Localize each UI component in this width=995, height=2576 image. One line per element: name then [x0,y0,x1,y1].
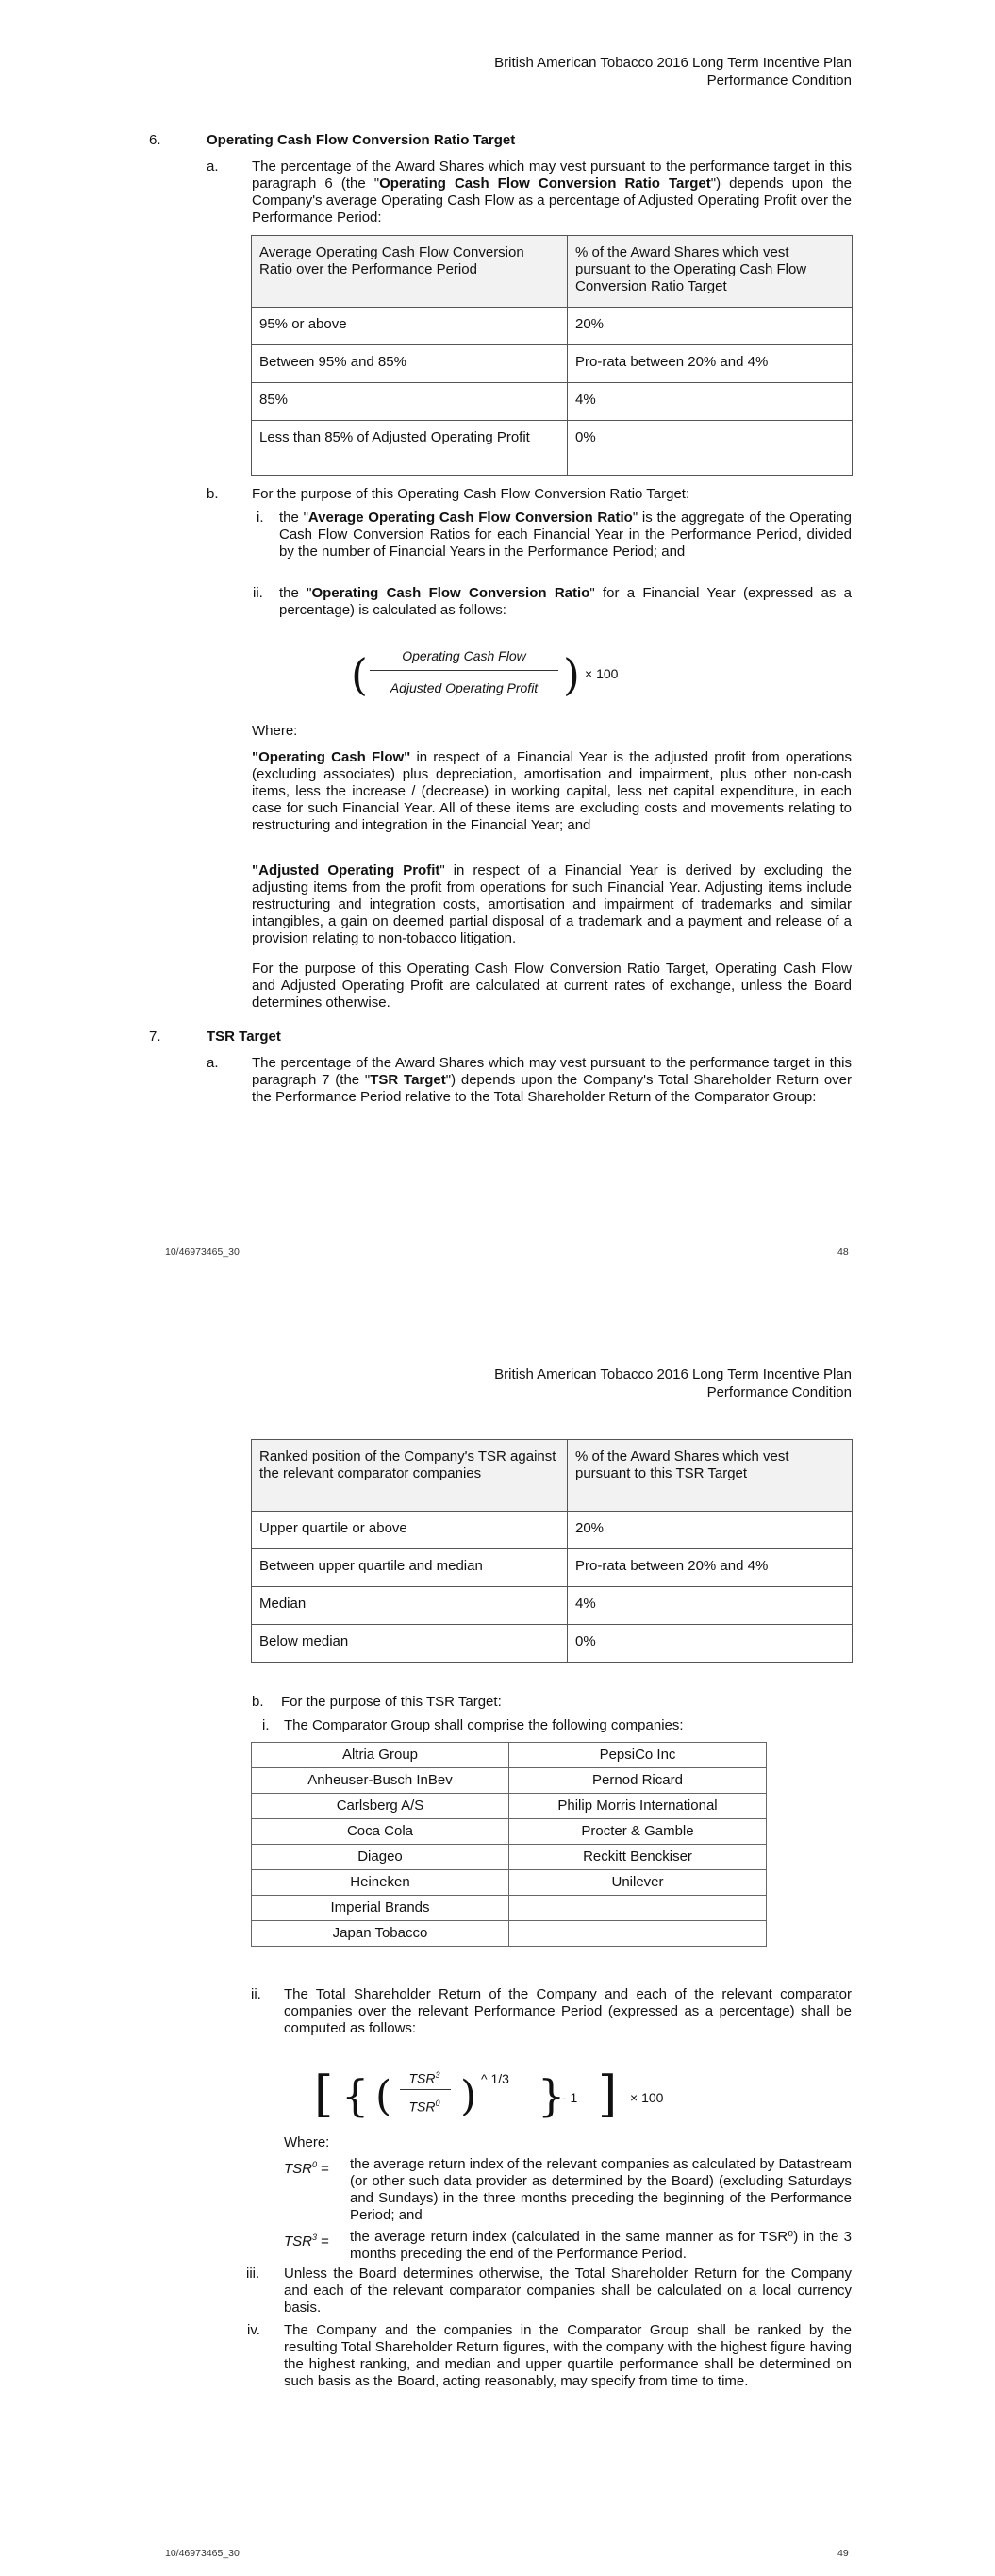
formula-multiplier: × 100 [630,2090,664,2105]
section-6b-i-label: i. [257,510,264,526]
section-6a-text: The percentage of the Award Shares which may vest pursuant to the performance target in this paragraph 6 (the "Operating Cash Flow Conversion Ratio Target") depends upon the Company's average Operating Cash Flow as a percentage of Adjusted Operating Profit over the Performance Period: [252,159,852,226]
section-6b-ii-text: the "Operating Cash Flow Conversion Ratio" for a Financial Year (expressed as a percentage) is calculated as follows: [279,585,852,618]
table-cell: 20% [568,308,853,345]
table-row [252,1870,767,1896]
table-cell: Pro-rata between 20% and 4% [568,1549,853,1587]
comparator-cell: Pernod Ricard [509,1768,767,1794]
section-7a-text: The percentage of the Award Shares which may vest pursuant to the performance target in this paragraph 7 (the "TSR Target") depends upon the Company's Total Shareholder Return over the Performance Period relative to the Total Shareholder Return of the Comparator Group: [252,1055,852,1105]
section-7b-i-text: The Comparator Group shall comprise the following companies: [284,1717,684,1733]
where-label: Where: [252,723,298,739]
table-row [252,1512,853,1549]
table-cell: 0% [568,1625,853,1663]
formula-denominator: Adjusted Operating Profit [390,680,539,695]
formula-right-paren: ) [563,649,580,700]
table-cell: Below median [252,1625,568,1663]
section-6b-i-text: the "Average Operating Cash Flow Conversion Ratio" is the aggregate of the Operating Cash Flow Conversion Ratios for each Financial Year in the Performance Period, divided by the number of Financial Years in the Performance Period; and [279,510,852,560]
section-7b-iii-text: Unless the Board determines otherwise, the Total Shareholder Return for the Company and each of the relevant comparator companies shall be calculated on a local currency basis. [284,2266,852,2316]
section-6b-label: b. [207,486,219,502]
table-header: % of the Award Shares which vest pursuant to the Operating Cash Flow Conversion Ratio Target [568,236,853,308]
table-cell: 4% [568,383,853,421]
formula-close-bracket: ] [598,2066,618,2123]
table-cell: Pro-rata between 20% and 4% [568,345,853,383]
formula-open-paren: ( [375,2072,392,2120]
table-row [252,1819,767,1845]
comparator-cell: Altria Group [252,1743,509,1768]
comparator-table [251,1742,767,1947]
table-row [252,1845,767,1870]
comparator-cell [509,1896,767,1921]
section-7b-label: b. [252,1694,264,1710]
formula-fraction-bar [400,2089,451,2090]
table-cell: 0% [568,421,853,476]
formula-left-paren: ( [351,649,368,700]
table-cell: 85% [252,383,568,421]
table-cell: 95% or above [252,308,568,345]
table-row [252,1587,853,1625]
formula-multiplier: × 100 [585,666,619,681]
page-header-2 [494,1365,852,1401]
formula-numerator: Operating Cash Flow [402,648,526,663]
comparator-cell: Procter & Gamble [509,1819,767,1845]
table-cell: Less than 85% of Adjusted Operating Profit [252,421,568,476]
section-7-number: 7. [149,1029,161,1045]
table-row [252,1743,767,1768]
table-row [252,421,853,476]
footer-ref-1: 10/46973465_30 [165,1246,240,1258]
formula-tsr0: TSR$^0$ [408,2099,440,2115]
comparator-cell: PepsiCo Inc [509,1743,767,1768]
tsr-table [251,1439,853,1663]
comparator-cell: Carlsberg A/S [252,1794,509,1819]
comparator-cell: Unilever [509,1870,767,1896]
table-row [252,345,853,383]
table-cell: Between 95% and 85% [252,345,568,383]
section-6-number: 6. [149,132,161,148]
section-7b-i-label: i. [262,1717,270,1733]
tsr3-definition: the average return index (calculated in the same manner as for TSR⁰) in the 3 months preceding the end of the Performance Period. [350,2229,852,2262]
table-row [252,1921,767,1947]
where-label: Where: [284,2134,330,2150]
header-title: British American Tobacco 2016 Long Term Incentive Plan [494,55,852,71]
tsr0-term: $TSR^0$ = [284,2160,329,2177]
table-header: Ranked position of the Company's TSR against the relevant comparator companies [252,1440,568,1512]
ocf-definition: "Operating Cash Flow" in respect of a Financial Year is the adjusted profit from operations (excluding associates) plus depreciation, amortisation and impairment, plus other non-cash items, less the increase / (decrease) in working capital, less net capital expenditure, in each case for such Financial Year. All of these items are excluding costs and movements relating to restructuring and integration in the Financial Year; and [252,749,852,833]
tsr0-definition: the average return index of the relevant companies as calculated by Datastream (or other such data provider as determined by the Board) (excluding Saturdays and Sundays) in the three months preceding the beginning of the Performance Period; and [350,2156,852,2223]
section-6b-closing: For the purpose of this Operating Cash Flow Conversion Ratio Target, Operating Cash Flow and Adjusted Operating Profit are calculated at current rates of exchange, unless the Board determines otherwise. [252,961,852,1011]
section-6-title: Operating Cash Flow Conversion Ratio Target [207,132,516,148]
formula-open-bracket: [ [314,2066,334,2123]
comparator-cell: Philip Morris International [509,1794,767,1819]
header-title: British American Tobacco 2016 Long Term Incentive Plan [494,1366,852,1382]
table-cell: Median [252,1587,568,1625]
section-7-title: TSR Target [207,1029,281,1045]
section-7b-iii-label: iii. [246,2266,260,2282]
table-cell: 4% [568,1587,853,1625]
formula-close-brace: } [538,2070,566,2121]
footer-page-49: 49 [837,2548,849,2559]
section-6b-ii-label: ii. [253,585,263,601]
comparator-cell: Imperial Brands [252,1896,509,1921]
section-7b-ii-text: The Total Shareholder Return of the Company and each of the relevant comparator companies over the relevant Performance Period (expressed as a percentage) shall be computed as follows: [284,1986,852,2036]
formula-open-brace: { [341,2070,370,2121]
section-7b-iv-label: iv. [247,2322,260,2338]
section-7b-intro: For the purpose of this TSR Target: [281,1694,502,1710]
footer-ref-2: 10/46973465_30 [165,2548,240,2559]
formula-exponent: ^ 1/3 [481,2071,509,2086]
section-7b-ii-label: ii. [251,1986,261,2002]
header-subtitle: Performance Condition [706,1384,852,1400]
comparator-cell: Anheuser-Busch InBev [252,1768,509,1794]
header-subtitle: Performance Condition [706,73,852,89]
aop-definition: "Adjusted Operating Profit" in respect of a Financial Year is derived by excluding the adjusting items from the profit from operations for such Financial Year. Adjusting items include restructuring and integration costs, amortisation and impairment of trademarks and similar intangibles, a gain on deemed partial disposal of a trademark and a payment and release of a provision relating to non-tobacco litigation. [252,862,852,946]
table-row [252,1896,767,1921]
section-7a-label: a. [207,1055,219,1071]
section-6a-label: a. [207,159,219,175]
comparator-cell: Japan Tobacco [252,1921,509,1947]
table-row [252,1625,853,1663]
section-7b-iv-text: The Company and the companies in the Comparator Group shall be ranked by the resulting Total Shareholder Return figures, with the company with the highest figure having the highest ranking, and median and upper quartile performance shall be determined on such basis as the Board, acting reasonably, may specify from time to time. [284,2322,852,2389]
table-row [252,1768,767,1794]
comparator-cell: Diageo [252,1845,509,1870]
section-6b-intro: For the purpose of this Operating Cash Flow Conversion Ratio Target: [252,486,690,502]
formula-minus-one: - 1 [562,2090,578,2105]
comparator-cell: Coca Cola [252,1819,509,1845]
formula-tsr3: TSR$^3$ [408,2070,440,2086]
table-cell: Upper quartile or above [252,1512,568,1549]
table-row [252,383,853,421]
comparator-cell [509,1921,767,1947]
formula-fraction-bar [370,670,558,671]
formula-close-paren: ) [460,2072,477,2120]
table-row [252,1794,767,1819]
tsr3-term: $TSR^3$ = [284,2233,329,2250]
table-cell: Between upper quartile and median [252,1549,568,1587]
ocf-ratio-table [251,235,853,476]
page-header-1 [494,54,852,90]
table-header: % of the Award Shares which vest pursuant to this TSR Target [568,1440,853,1512]
comparator-cell: Reckitt Benckiser [509,1845,767,1870]
table-header: Average Operating Cash Flow Conversion Ratio over the Performance Period [252,236,568,308]
table-row [252,308,853,345]
footer-page-48: 48 [837,1246,849,1258]
table-row [252,1549,853,1587]
table-cell: 20% [568,1512,853,1549]
comparator-cell: Heineken [252,1870,509,1896]
